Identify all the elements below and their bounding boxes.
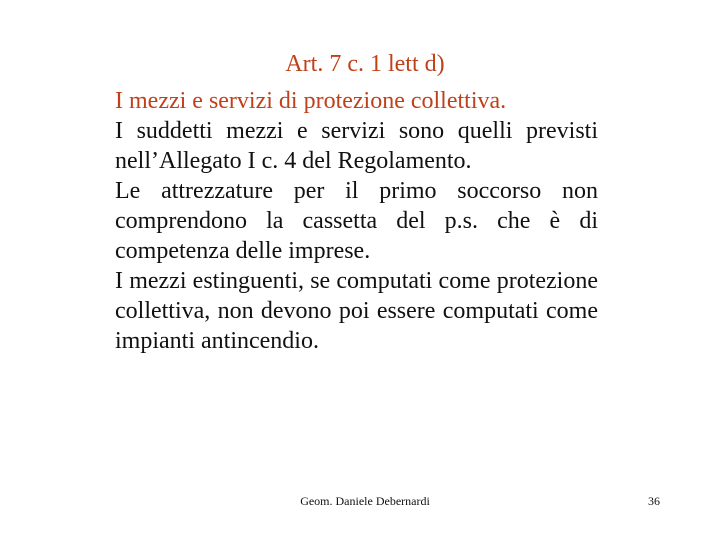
- page-number: 36: [648, 494, 660, 508]
- subtitle-paragraph: I mezzi e servizi di protezione collettiva.: [115, 88, 507, 114]
- paragraph-primo-soccorso: Le attrezzature per il primo soccorso non comprendono la cassetta del p.s. che è di competenza delle imprese.: [115, 178, 598, 264]
- footer-author: Geom. Daniele Debernardi: [300, 494, 430, 508]
- slide-body: [115, 86, 598, 356]
- paragraph-mezzi-estinguenti: I mezzi estinguenti, se computati come protezione collettiva, non devono poi essere computati come impianti antincendio.: [115, 268, 598, 354]
- paragraph-mezzi-servizi: I suddetti mezzi e servizi sono quelli previsti nell’Allegato I c. 4 del Regolamento.: [115, 118, 598, 174]
- slide-title: Art. 7 c. 1 lett d): [285, 51, 445, 77]
